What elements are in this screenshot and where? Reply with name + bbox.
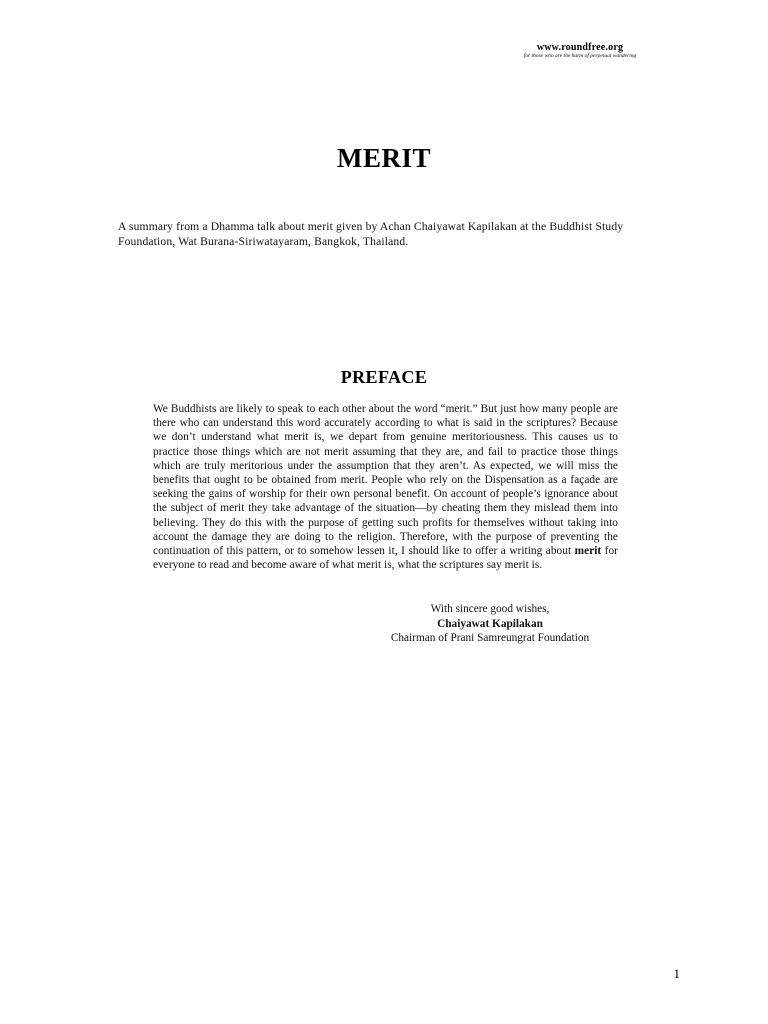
- site-header: [490, 42, 670, 59]
- preface-text-start: We Buddhists are likely to speak to each other about the word “merit.” But just how many people are there who can understand this word accurately according to what is said in the scriptures? Because we don’t understand what merit is, we depart from genuine meritoriousness. This causes us to practice those things which are not merit assuming that they are, and fail to practice those things which are truly meritorious under the assumption that they aren’t. As expected, we will miss the benefits that ought to be obtained from merit. People who rely on the Dispensation as a façade are seeking the gains of worship for their own personal benefit. On account of people’s ignorance about the subject of merit they take advantage of the situation—by cheating them they mislead them into believing. They do this with the purpose of getting such profits for themselves without taking into account the damage they are doing to the religion. Therefore, with the purpose of preventing the continuation of this pattern, or to somehow lessen it, I should like to offer a writing about: [153, 403, 618, 558]
- preface-text-end: for everyone to read and become aware of what merit is, what the scriptures say merit is.: [153, 545, 618, 572]
- document-summary: A summary from a Dhamma talk about merit given by Achan Chaiyawat Kapilakan at the Buddhist Study Foundation, Wat Burana-Siriwatayaram, Bangkok, Thailand.: [118, 220, 624, 248]
- preface-bold-word: merit: [574, 545, 602, 558]
- page-number: 1: [673, 966, 680, 981]
- signature-block: [340, 602, 640, 646]
- preface-body: [153, 402, 618, 572]
- site-url: www.roundfree.org: [536, 42, 624, 53]
- signature-closing: With sincere good wishes,: [430, 603, 550, 615]
- signature-role: Chairman of Prani Samreungrat Foundation: [390, 632, 590, 644]
- document-title: MERIT: [336, 143, 431, 173]
- preface-heading: PREFACE: [340, 367, 428, 387]
- site-tagline: for those who are the harm of perpetual wandering: [523, 53, 637, 59]
- signature-name: Chaiyawat Kapilakan: [437, 617, 543, 630]
